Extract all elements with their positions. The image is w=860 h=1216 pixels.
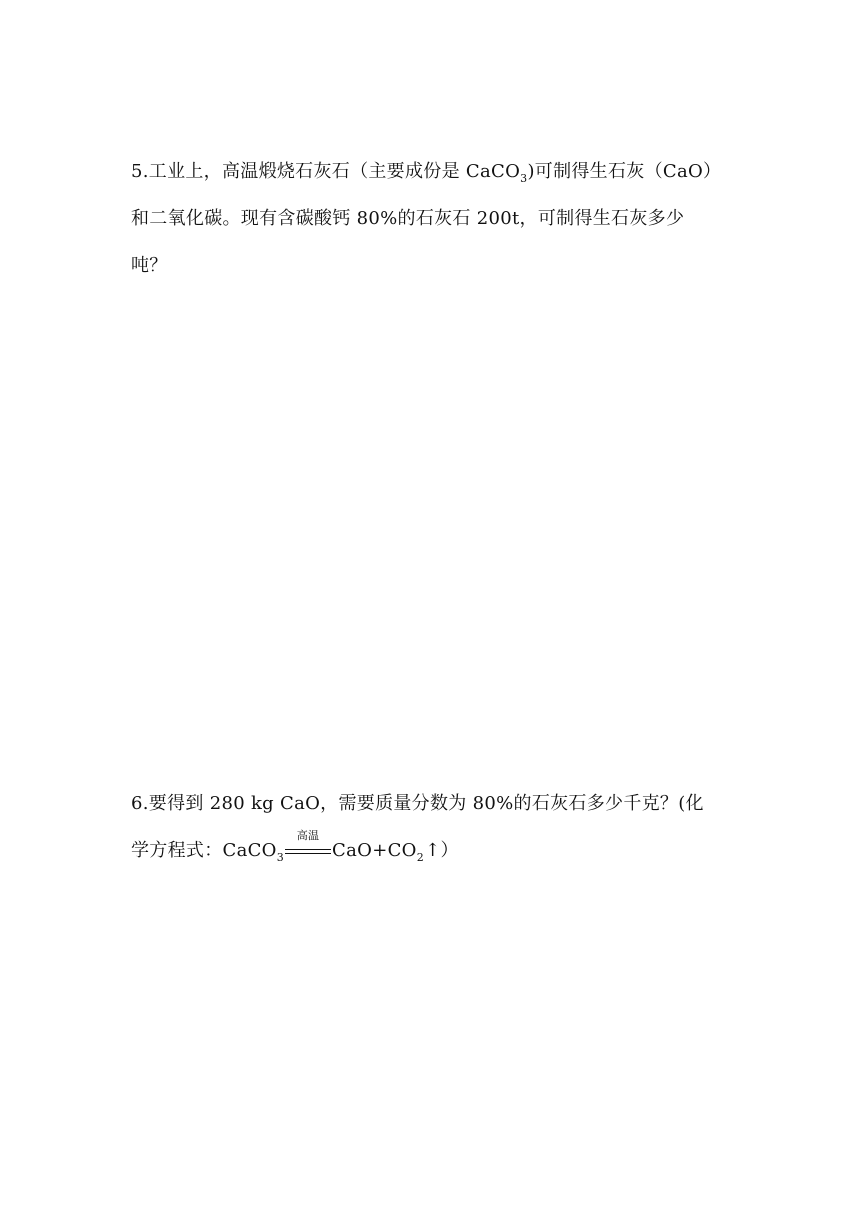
question-5-line-3: 吨？ [131,255,168,276]
product-formula: $CaO+CO_2$ [332,840,425,864]
reaction-condition-equals: 高温 [285,839,331,863]
question-5-line-1: 5.工业上，高温煅烧石灰石（主要成份是 CaCO$_3$)可制得生石灰（CaO） [131,161,722,185]
question-5-line-2: 和二氧化碳。现有含碳酸钙 80%的石灰石 200t，可制得生石灰多少 [131,208,685,229]
question-6-line-2: 学方程式：CaCO$_3$ 高温 $CaO+CO_2↑$） [131,829,459,864]
question-6-line-1: 6.要得到 280 kg CaO，需要质量分数为 80%的石灰石多少千克？(化 [131,793,704,814]
reactant-formula: CaCO$_3$ [222,840,285,864]
gas-arrow-icon: ↑ [425,840,441,861]
